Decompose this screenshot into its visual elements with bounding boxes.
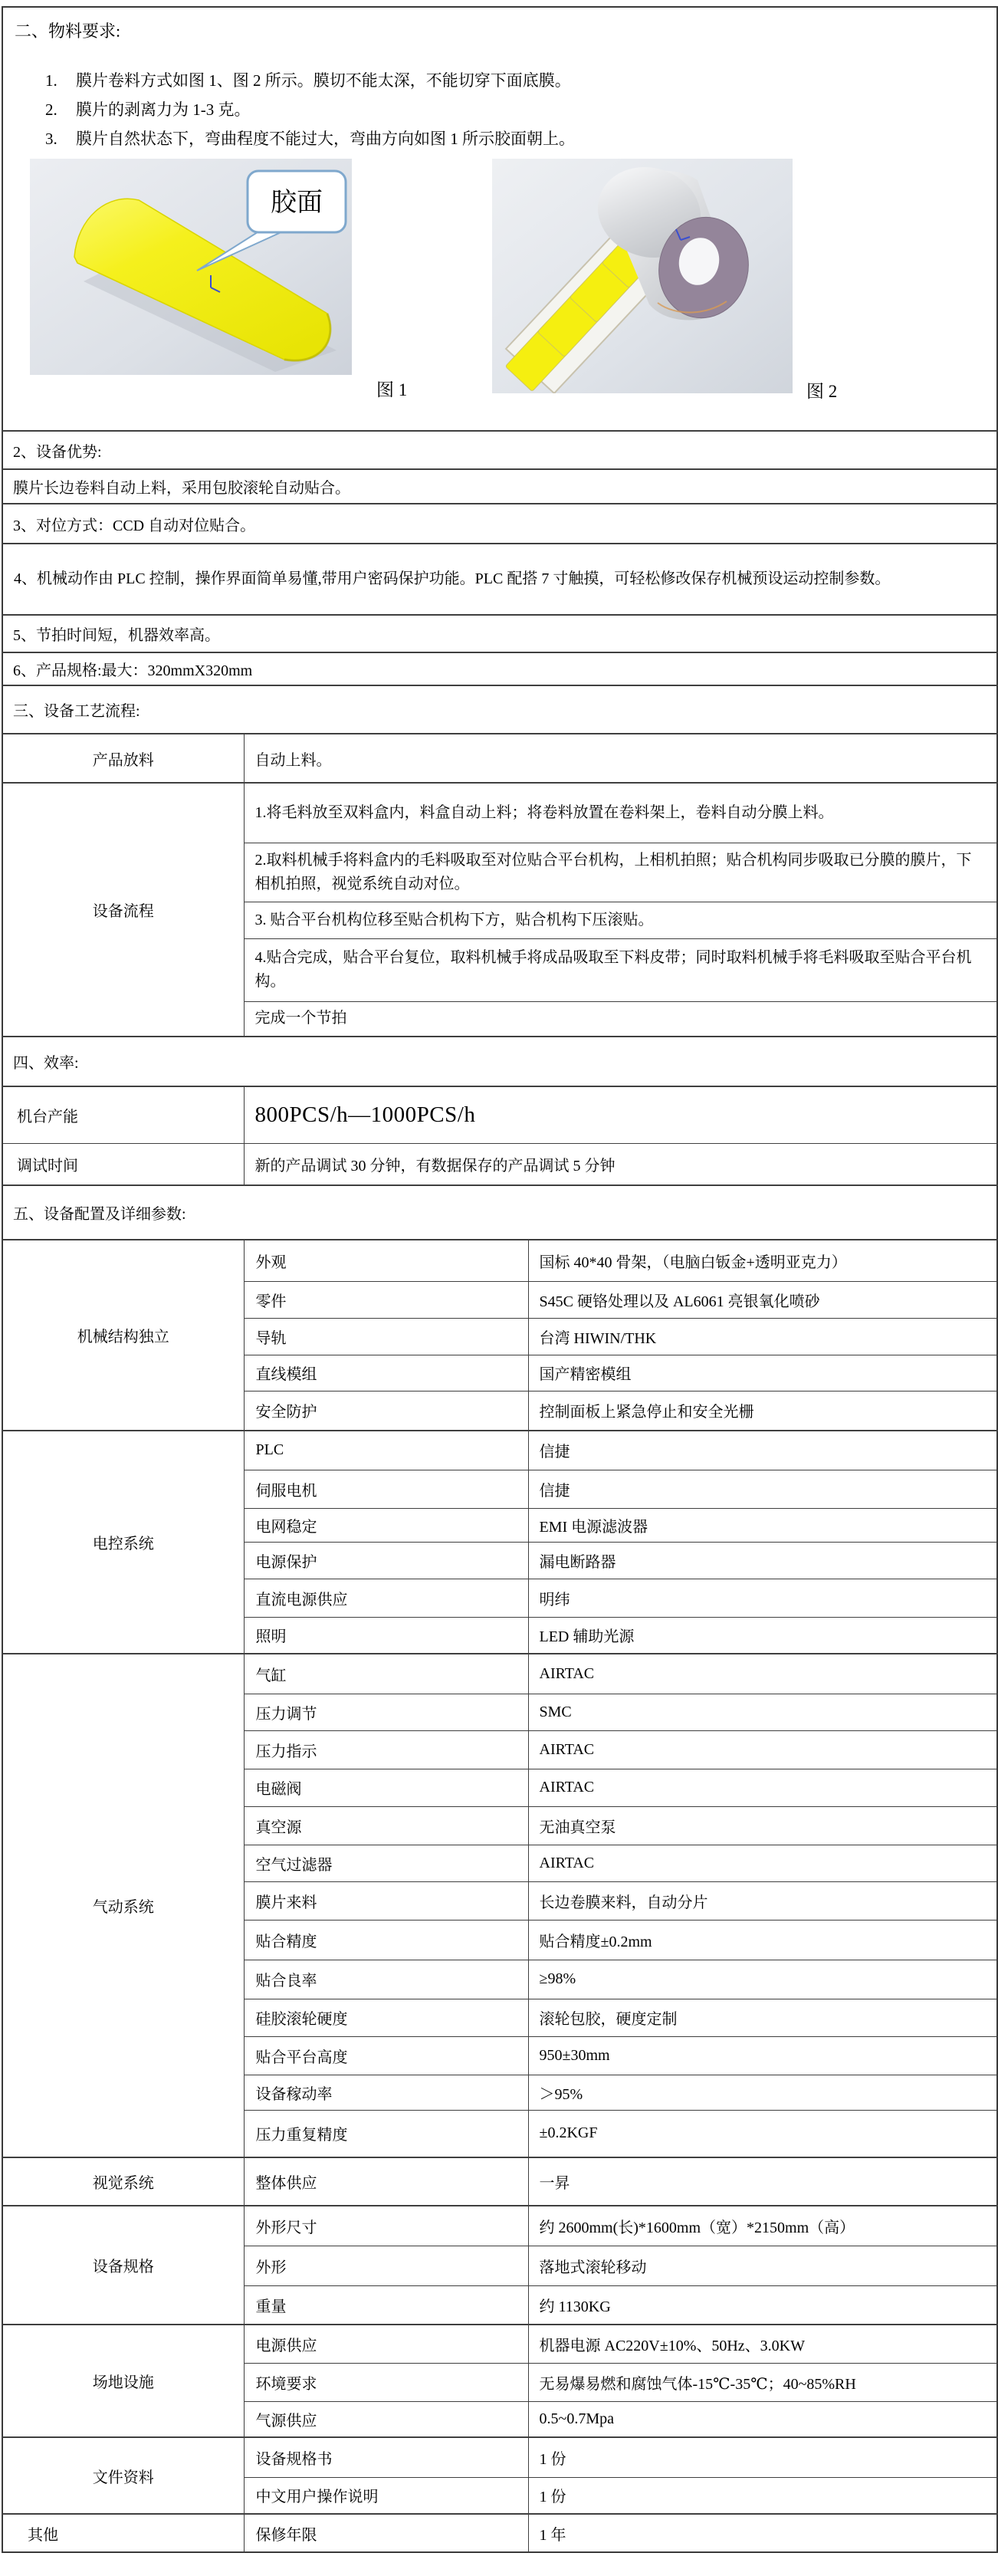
param-name: 电源供应 <box>244 2325 528 2363</box>
param-name: 直线模组 <box>244 1355 528 1391</box>
param-value: ≥98% <box>528 1960 997 1999</box>
figure1-caption: 图 1 <box>376 380 408 399</box>
debug-time-label: 调试时间 <box>2 1143 244 1185</box>
section-cycle-time: 5、节拍时间短，机器效率高。 <box>2 615 997 652</box>
param-value: 1 年 <box>528 2514 997 2552</box>
group-label-mechanical: 机械结构独立 <box>2 1240 244 1431</box>
param-name: 贴合精度 <box>244 1920 528 1960</box>
param-value: 约 1130KG <box>528 2285 997 2325</box>
param-name: 重量 <box>244 2285 528 2325</box>
adhesive-face-callout: 胶面 <box>271 189 323 217</box>
param-value: S45C 硬铬处理以及 AL6061 亮银氧化喷砂 <box>528 1281 997 1318</box>
param-value: 机器电源 AC220V±10%、50Hz、3.0KW <box>528 2325 997 2363</box>
process-step: 1.将毛料放至双料盒内，料盒自动上料；将卷料放置在卷料架上，卷料自动分膜上料。 <box>244 783 997 843</box>
param-name: 设备稼动率 <box>244 2075 528 2110</box>
materials-section <box>2 7 997 431</box>
debug-time-value: 新的产品调试 30 分钟，有数据保存的产品调试 5 分钟 <box>244 1143 997 1185</box>
param-name: 零件 <box>244 1281 528 1318</box>
param-value: 1 份 <box>528 2437 997 2477</box>
figure1-image <box>30 159 352 375</box>
section-product-spec: 6、产品规格:最大：320mmX320mm <box>2 652 997 685</box>
param-value: 信捷 <box>528 1470 997 1508</box>
film-sheet-graphic <box>30 159 352 375</box>
param-name: 硅胶滚轮硬度 <box>244 1999 528 2036</box>
param-value: 漏电断路器 <box>528 1542 997 1579</box>
group-label-documents: 文件资料 <box>2 2437 244 2514</box>
material-requirement-item: 1. 膜片卷料方式如图 1、图 2 所示。膜切不能太深，不能切穿下面底膜。 <box>45 71 571 90</box>
capacity-value: 800PCS/h—1000PCS/h <box>244 1086 997 1143</box>
param-name: 设备规格书 <box>244 2437 528 2477</box>
param-name: 保修年限 <box>244 2514 528 2552</box>
process-flow-label: 设备流程 <box>2 783 244 1037</box>
param-value: 0.5~0.7Mpa <box>528 2401 997 2437</box>
process-step: 4.贴合完成，贴合平台复位，取料机械手将成品吸取至下料皮带；同时取料机械手将毛料吸取至贴合平台机构。 <box>244 938 997 1001</box>
param-name: 整体供应 <box>244 2157 528 2206</box>
param-value: 明纬 <box>528 1579 997 1617</box>
film-roll-graphic <box>492 159 793 393</box>
group-label-site: 场地设施 <box>2 2325 244 2437</box>
process-feeding-value: 自动上料。 <box>244 734 997 783</box>
param-name: 电网稳定 <box>244 1508 528 1542</box>
param-value: AIRTAC <box>528 1769 997 1806</box>
param-value: AIRTAC <box>528 1845 997 1881</box>
param-value: EMI 电源滤波器 <box>528 1508 997 1542</box>
section-efficiency-title: 四、效率: <box>2 1037 997 1086</box>
param-name: 气缸 <box>244 1654 528 1694</box>
param-name: 安全防护 <box>244 1391 528 1431</box>
param-name: 压力指示 <box>244 1730 528 1769</box>
section-config-title: 五、设备配置及详细参数: <box>2 1185 997 1240</box>
param-value: 贴合精度±0.2mm <box>528 1920 997 1960</box>
param-value: 落地式滚轮移动 <box>528 2246 997 2285</box>
param-value: 国产精密模组 <box>528 1355 997 1391</box>
param-name: 照明 <box>244 1617 528 1654</box>
param-name: 电磁阀 <box>244 1769 528 1806</box>
param-name: 环境要求 <box>244 2363 528 2401</box>
param-name: 外观 <box>244 1240 528 1281</box>
param-name: 电源保护 <box>244 1542 528 1579</box>
param-value: 无油真空泵 <box>528 1806 997 1845</box>
param-value: 无易爆易燃和腐蚀气体-15℃-35℃；40~85%RH <box>528 2363 997 2401</box>
group-label-pneumatic: 气动系统 <box>2 1654 244 2157</box>
figure2-image <box>492 159 793 393</box>
param-value: ＞95% <box>528 2075 997 2110</box>
param-name: 空气过滤器 <box>244 1845 528 1881</box>
section-process-title: 三、设备工艺流程: <box>2 685 997 734</box>
param-value: 长边卷膜来料，自动分片 <box>528 1881 997 1920</box>
param-value: SMC <box>528 1694 997 1730</box>
param-value: 950±30mm <box>528 2036 997 2075</box>
advantage-text: 膜片长边卷料自动上料，采用包胶滚轮自动贴合。 <box>2 469 997 504</box>
material-requirement-item: 2. 膜片的剥离力为 1-3 克。 <box>45 100 251 119</box>
capacity-label: 机台产能 <box>2 1086 244 1143</box>
param-name: 贴合平台高度 <box>244 2036 528 2075</box>
param-value: 台湾 HIWIN/THK <box>528 1318 997 1355</box>
group-label-electrical: 电控系统 <box>2 1431 244 1654</box>
spec-sheet-table <box>2 6 998 2553</box>
section-plc-control: 4、机械动作由 PLC 控制，操作界面简单易懂,带用户密码保护功能。PLC 配搭 7 寸触摸，可轻松修改保存机械预设运动控制参数。 <box>2 544 997 615</box>
param-value: 1 份 <box>528 2477 997 2514</box>
materials-list <box>3 66 996 153</box>
process-step: 完成一个节拍 <box>244 1001 997 1037</box>
param-name: PLC <box>244 1431 528 1470</box>
param-value: 滚轮包胶，硬度定制 <box>528 1999 997 2036</box>
param-name: 外形 <box>244 2246 528 2285</box>
param-name: 气源供应 <box>244 2401 528 2437</box>
group-label-vision: 视觉系统 <box>2 2157 244 2206</box>
param-name: 伺服电机 <box>244 1470 528 1508</box>
param-name: 导轨 <box>244 1318 528 1355</box>
param-value: ±0.2KGF <box>528 2110 997 2157</box>
param-value: AIRTAC <box>528 1654 997 1694</box>
param-name: 压力重复精度 <box>244 2110 528 2157</box>
group-label-other: 其他 <box>2 2514 244 2552</box>
param-value: 控制面板上紧急停止和安全光栅 <box>528 1391 997 1431</box>
material-requirement-item: 3. 膜片自然状态下，弯曲程度不能过大，弯曲方向如图 1 所示胶面朝上。 <box>45 130 575 148</box>
param-name: 外形尺寸 <box>244 2206 528 2246</box>
param-name: 直流电源供应 <box>244 1579 528 1617</box>
param-name: 膜片来料 <box>244 1881 528 1920</box>
section-equipment-advantages: 2、设备优势: <box>2 431 997 469</box>
param-value: LED 辅助光源 <box>528 1617 997 1654</box>
param-value: 一昇 <box>528 2157 997 2206</box>
process-step: 3. 贴合平台机构位移至贴合机构下方，贴合机构下压滚贴。 <box>244 902 997 938</box>
param-value: 约 2600mm(长)*1600mm（宽）*2150mm（高） <box>528 2206 997 2246</box>
spec-document <box>2 6 996 2553</box>
param-name: 压力调节 <box>244 1694 528 1730</box>
process-step: 2.取料机械手将料盒内的毛料吸取至对位贴合平台机构，上相机拍照；贴合机构同步吸取已分膜的膜片，下相机拍照，视觉系统自动对位。 <box>244 843 997 902</box>
figure2-caption: 图 2 <box>806 382 838 401</box>
param-name: 真空源 <box>244 1806 528 1845</box>
param-name: 中文用户操作说明 <box>244 2477 528 2514</box>
section-alignment-method: 3、对位方式：CCD 自动对位贴合。 <box>2 504 997 544</box>
param-name: 贴合良率 <box>244 1960 528 1999</box>
group-label-dimensions: 设备规格 <box>2 2206 244 2325</box>
process-feeding-label: 产品放料 <box>2 734 244 783</box>
param-value: AIRTAC <box>528 1730 997 1769</box>
param-value: 国标 40*40 骨架，（电脑白钣金+透明亚克力） <box>528 1240 997 1281</box>
materials-title: 二、物料要求: <box>15 21 121 41</box>
param-value: 信捷 <box>528 1431 997 1470</box>
